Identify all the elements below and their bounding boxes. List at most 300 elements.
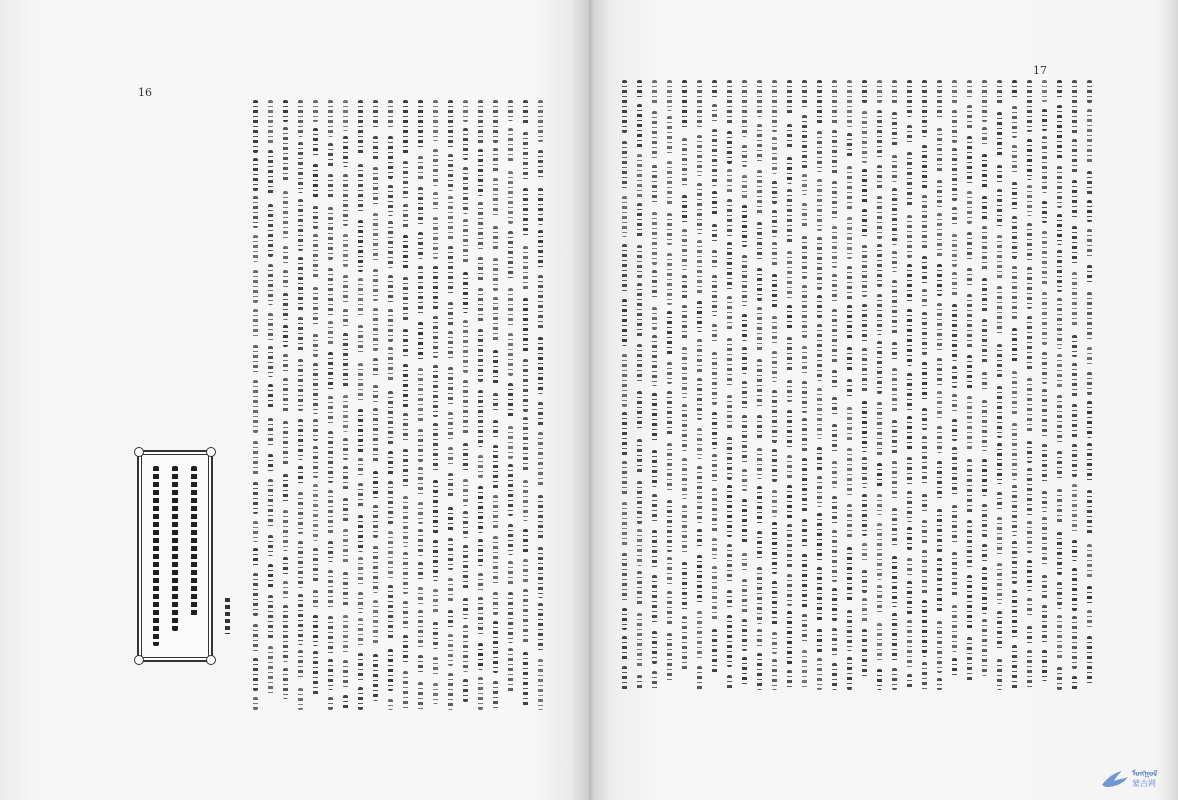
script-word <box>1027 521 1032 553</box>
script-column <box>859 80 870 690</box>
script-word <box>712 191 717 216</box>
script-word <box>1087 229 1092 257</box>
script-word <box>463 380 468 436</box>
script-word <box>313 446 318 478</box>
script-word <box>253 697 258 710</box>
script-word <box>358 220 363 272</box>
script-word <box>847 166 852 212</box>
script-word <box>697 611 702 660</box>
script-word <box>772 522 777 574</box>
script-column <box>490 100 501 710</box>
script-word <box>997 235 1002 280</box>
script-word <box>343 333 348 388</box>
script-word <box>907 80 912 117</box>
script-word <box>682 616 687 672</box>
script-word <box>283 100 288 122</box>
script-word <box>283 246 288 264</box>
script-word <box>892 613 897 663</box>
script-word <box>937 264 942 296</box>
script-word <box>667 443 672 493</box>
script-word <box>997 80 1002 104</box>
script-word <box>787 670 792 690</box>
script-word <box>682 138 687 188</box>
script-word <box>478 149 483 196</box>
script-word <box>772 80 777 132</box>
script-word <box>538 603 543 651</box>
script-word <box>727 395 732 429</box>
script-word <box>268 384 273 410</box>
script-word <box>508 231 513 280</box>
script-word <box>862 401 867 452</box>
script-word <box>1087 347 1092 366</box>
script-word <box>358 515 363 552</box>
script-word <box>637 203 642 237</box>
script-word <box>358 592 363 613</box>
script-word <box>727 544 732 583</box>
script-word <box>343 498 348 522</box>
script-word <box>637 104 642 148</box>
script-word <box>997 659 1002 690</box>
script-word <box>1027 378 1032 434</box>
script-word <box>757 629 762 648</box>
script-word <box>523 652 528 708</box>
script-word <box>817 237 822 290</box>
script-word <box>712 566 717 622</box>
script-word <box>1087 586 1092 605</box>
script-word <box>1087 292 1092 342</box>
script-word <box>313 287 318 326</box>
right-page-text-block <box>619 80 1099 690</box>
script-word <box>937 213 942 257</box>
script-word <box>862 570 867 593</box>
script-word <box>622 636 627 661</box>
script-word <box>937 678 942 690</box>
right-page <box>589 0 1178 800</box>
script-word <box>433 423 438 473</box>
script-word <box>298 492 303 534</box>
script-word <box>253 624 258 652</box>
script-word <box>802 554 807 609</box>
script-word <box>937 621 942 673</box>
script-word <box>802 203 807 228</box>
script-word <box>757 222 762 261</box>
script-word <box>1042 605 1047 644</box>
script-word <box>727 437 732 480</box>
script-word <box>418 502 423 524</box>
script-word <box>802 285 807 338</box>
script-word <box>253 548 258 567</box>
script-word <box>358 363 363 402</box>
script-word <box>523 100 528 126</box>
watermark-label-chinese: 蒙古网 <box>1132 779 1156 788</box>
script-word <box>373 600 378 646</box>
script-column <box>250 100 261 710</box>
script-word <box>538 337 543 394</box>
script-word <box>298 650 303 680</box>
script-word <box>697 666 702 690</box>
watermark-label <box>1132 769 1157 789</box>
script-word <box>922 520 927 545</box>
script-word <box>952 304 957 361</box>
script-word <box>1027 223 1032 262</box>
script-word <box>493 592 498 615</box>
script-word <box>997 517 1002 556</box>
script-word <box>328 268 333 316</box>
script-word <box>418 467 423 497</box>
script-word <box>667 633 672 683</box>
script-word <box>937 509 942 553</box>
script-word <box>493 258 498 291</box>
script-word <box>403 277 408 321</box>
script-word <box>847 657 852 690</box>
script-word <box>967 80 972 100</box>
script-word <box>253 158 258 191</box>
script-word <box>463 679 468 702</box>
script-word <box>373 385 378 403</box>
script-word <box>508 648 513 694</box>
script-word <box>1087 490 1092 536</box>
script-word <box>283 581 288 599</box>
script-word <box>952 505 957 544</box>
script-word <box>268 595 273 639</box>
script-word <box>403 364 408 408</box>
script-word <box>253 573 258 616</box>
script-word <box>1027 139 1032 180</box>
script-word <box>982 319 987 365</box>
script-word <box>877 294 882 335</box>
script-word <box>727 675 732 690</box>
script-word <box>772 351 777 382</box>
script-word <box>997 165 1002 184</box>
script-word <box>787 524 792 568</box>
script-word <box>892 155 897 182</box>
script-column <box>649 80 660 690</box>
script-word <box>712 538 717 559</box>
script-word <box>1027 560 1032 591</box>
script-word <box>1087 544 1092 578</box>
script-word <box>832 80 837 124</box>
script-column <box>1084 80 1095 690</box>
script-word <box>787 337 792 373</box>
script-word <box>1042 352 1047 384</box>
script-word <box>523 417 528 473</box>
script-word <box>1072 335 1077 357</box>
script-word <box>328 541 333 562</box>
script-word <box>403 204 408 230</box>
script-word <box>727 615 732 667</box>
script-word <box>952 366 957 388</box>
script-word <box>817 388 822 439</box>
script-word <box>1057 582 1062 609</box>
script-word <box>1072 180 1077 219</box>
script-word <box>637 154 642 198</box>
script-word <box>907 674 912 690</box>
script-word <box>997 112 1002 158</box>
script-word <box>892 251 897 272</box>
left-page-text-block <box>250 100 550 710</box>
script-word <box>652 307 657 330</box>
script-word <box>952 80 957 104</box>
script-word <box>343 529 348 564</box>
script-word <box>298 541 303 588</box>
script-word <box>268 204 273 257</box>
script-word <box>967 575 972 629</box>
script-word <box>448 246 453 294</box>
script-word <box>283 421 288 467</box>
script-word <box>433 540 438 581</box>
script-word <box>967 105 972 129</box>
script-word <box>637 344 642 383</box>
script-word <box>877 523 882 580</box>
script-word <box>907 152 912 208</box>
script-word <box>967 637 972 683</box>
page-edge <box>1164 0 1178 800</box>
script-word <box>1042 491 1047 512</box>
script-word <box>1072 568 1077 611</box>
script-word <box>712 454 717 482</box>
script-column <box>370 100 381 710</box>
script-word <box>877 165 882 190</box>
script-word <box>478 539 483 566</box>
script-word <box>358 409 363 453</box>
script-word <box>448 507 453 532</box>
script-word <box>652 530 657 570</box>
script-word <box>1012 590 1017 639</box>
script-word <box>313 590 318 610</box>
script-word <box>508 128 513 164</box>
script-word <box>1012 371 1017 415</box>
script-word <box>907 373 912 411</box>
script-word <box>283 474 288 503</box>
script-word <box>403 449 408 488</box>
script-word <box>283 191 288 240</box>
script-word <box>388 649 393 691</box>
script-word <box>967 136 972 185</box>
script-word <box>1072 363 1077 398</box>
script-word <box>328 143 333 168</box>
script-word <box>832 226 837 268</box>
script-word <box>727 131 732 164</box>
script-word <box>268 264 273 305</box>
script-word <box>697 240 702 295</box>
script-word <box>802 650 807 690</box>
script-word <box>877 669 882 690</box>
script-word <box>463 167 468 214</box>
script-word <box>508 333 513 376</box>
script-word <box>1042 389 1047 437</box>
script-word <box>892 368 897 414</box>
script-word <box>388 275 393 304</box>
script-word <box>772 274 777 308</box>
script-column <box>904 80 915 690</box>
script-word <box>982 544 987 562</box>
script-word <box>448 538 453 570</box>
script-word <box>832 530 837 582</box>
script-word <box>982 154 987 189</box>
script-word <box>727 80 732 125</box>
script-word <box>877 494 882 515</box>
script-word <box>253 345 258 375</box>
script-column <box>385 100 396 710</box>
script-word <box>268 646 273 696</box>
script-word <box>982 80 987 122</box>
script-word <box>892 80 897 104</box>
script-word <box>787 189 792 245</box>
script-word <box>313 100 318 122</box>
script-word <box>1072 484 1077 534</box>
script-word <box>418 610 423 649</box>
script-word <box>418 156 423 180</box>
title-script-line <box>191 466 197 616</box>
script-word <box>622 141 627 189</box>
script-word <box>1027 468 1032 516</box>
script-word <box>283 378 288 413</box>
script-word <box>787 455 792 479</box>
script-word <box>817 324 822 381</box>
script-word <box>877 196 882 239</box>
script-word <box>832 461 837 488</box>
script-word <box>652 212 657 265</box>
script-word <box>268 564 273 590</box>
script-word <box>328 490 333 534</box>
script-word <box>373 408 378 464</box>
script-word <box>862 245 867 297</box>
script-column <box>445 100 456 710</box>
script-word <box>922 662 927 690</box>
script-word <box>772 390 777 443</box>
script-word <box>832 663 837 690</box>
script-word <box>508 100 513 121</box>
script-word <box>652 671 657 690</box>
script-word <box>1087 372 1092 395</box>
script-word <box>493 297 498 342</box>
script-column <box>1009 80 1020 690</box>
script-column <box>634 80 645 690</box>
script-column <box>769 80 780 690</box>
script-word <box>757 567 762 624</box>
script-word <box>832 181 837 221</box>
script-column <box>265 100 276 710</box>
script-word <box>862 111 867 163</box>
script-column <box>739 80 750 690</box>
script-word <box>817 658 822 690</box>
script-word <box>508 592 513 643</box>
script-word <box>343 695 348 710</box>
script-word <box>253 235 258 262</box>
script-word <box>373 213 378 263</box>
script-word <box>922 195 927 250</box>
script-word <box>328 431 333 483</box>
script-word <box>313 363 318 414</box>
script-word <box>937 80 942 120</box>
script-word <box>388 699 393 710</box>
script-word <box>343 466 348 491</box>
script-word <box>847 305 852 341</box>
script-word <box>493 226 498 250</box>
script-column <box>1039 80 1050 690</box>
script-word <box>328 616 333 654</box>
script-word <box>712 412 717 449</box>
ornament-corner <box>206 447 216 457</box>
script-column <box>280 100 291 710</box>
script-word <box>283 510 288 551</box>
script-word <box>832 309 837 364</box>
script-word <box>847 379 852 399</box>
script-word <box>478 329 483 382</box>
script-word <box>832 274 837 302</box>
script-word <box>757 486 762 526</box>
script-word <box>1042 109 1047 131</box>
script-word <box>313 651 318 696</box>
script-word <box>373 654 378 701</box>
script-word <box>283 293 288 320</box>
script-word <box>652 575 657 624</box>
script-word <box>298 317 303 352</box>
script-word <box>538 230 543 269</box>
script-word <box>1057 451 1062 481</box>
script-word <box>1042 201 1047 223</box>
script-word <box>817 513 822 562</box>
script-word <box>757 268 762 301</box>
script-word <box>682 458 687 499</box>
script-word <box>622 553 627 601</box>
script-word <box>388 185 393 216</box>
script-word <box>637 283 642 338</box>
script-word <box>682 404 687 451</box>
script-word <box>463 443 468 472</box>
script-word <box>787 251 792 300</box>
script-word <box>637 481 642 524</box>
script-word <box>802 115 807 169</box>
script-word <box>682 195 687 223</box>
script-word <box>787 410 792 449</box>
script-word <box>742 657 747 685</box>
script-word <box>742 175 747 200</box>
script-word <box>742 499 747 545</box>
script-word <box>952 447 957 497</box>
script-column <box>754 80 765 690</box>
script-word <box>997 344 1002 378</box>
script-word <box>1057 80 1062 98</box>
script-word <box>892 112 897 147</box>
script-word <box>478 486 483 533</box>
script-column <box>415 100 426 710</box>
script-word <box>712 275 717 316</box>
script-word <box>403 329 408 357</box>
script-word <box>1012 106 1017 138</box>
script-word <box>622 412 627 456</box>
script-word <box>388 531 393 580</box>
script-word <box>418 368 423 423</box>
script-word <box>877 244 882 287</box>
script-word <box>982 127 987 147</box>
script-word <box>493 445 498 489</box>
script-word <box>433 683 438 704</box>
script-word <box>313 484 318 541</box>
script-word <box>802 418 807 452</box>
script-word <box>463 320 468 373</box>
script-word <box>757 80 762 117</box>
script-word <box>448 673 453 710</box>
script-word <box>712 488 717 532</box>
script-word <box>667 213 672 245</box>
script-word <box>847 347 852 373</box>
script-word <box>697 80 702 128</box>
ornament-corner <box>134 655 144 665</box>
script-word <box>802 614 807 642</box>
script-word <box>448 610 453 629</box>
script-word <box>253 270 258 303</box>
